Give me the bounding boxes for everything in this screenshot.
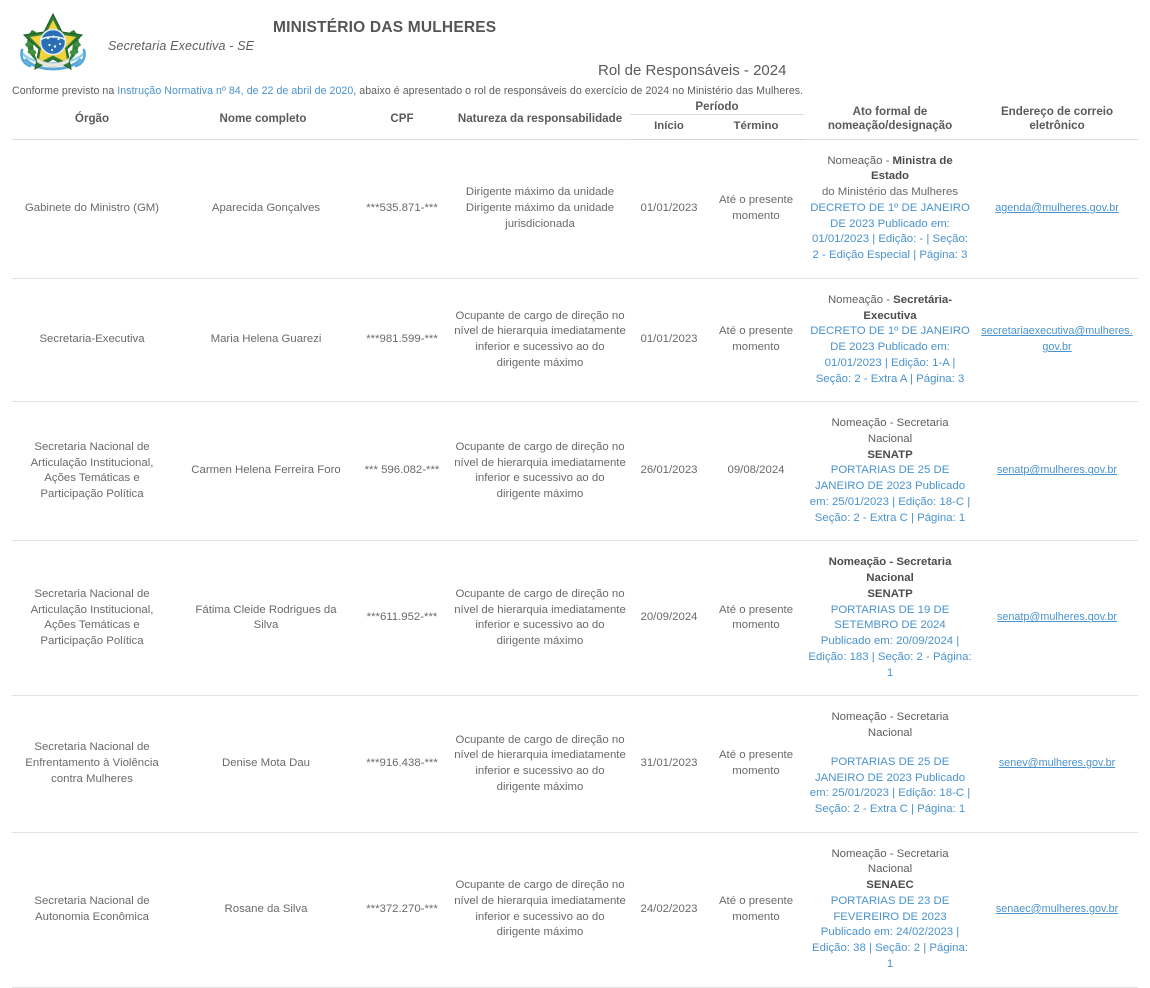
ato-publication-link[interactable]: PORTARIAS DE 25 DE JANEIRO DE 2023 Publicado em: 25/01/2023 | Edição: 18-C | Seção: 2 - Extra C | Página: 1 xyxy=(809,755,971,815)
cell-ato-formal xyxy=(804,832,976,987)
table-row xyxy=(12,832,1138,987)
cell-inicio: 24/02/2023 xyxy=(630,832,708,987)
cell-termino: Até o presente momento xyxy=(708,541,804,696)
ato-acronym: SENATP xyxy=(867,587,913,600)
intro-before: Conforme previsto na xyxy=(12,85,118,97)
cell-orgao: Secretaria Nacional de Articulação Institucional, Ações Temáticas e Participação Política xyxy=(12,402,172,541)
cell-termino: 09/08/2024 xyxy=(708,402,804,541)
cell-cpf: ***981.599-*** xyxy=(354,278,450,401)
ato-acronym: SENAEC xyxy=(866,879,914,892)
intro-after: , abaixo é apresentado o rol de responsáveis do exercício de 2024 no Ministério das Mulheres. xyxy=(353,85,804,97)
ato-heading: Nomeação - Secretaria Nacional xyxy=(831,847,949,876)
cell-email xyxy=(976,278,1138,401)
secretaria-subtitle: Secretaria Executiva - SE xyxy=(108,39,255,53)
table-row xyxy=(12,541,1138,696)
column-header-orgao: Órgão xyxy=(12,100,172,139)
column-header-ato: Ato formal de nomeação/designação xyxy=(804,100,976,139)
ato-heading xyxy=(829,556,952,584)
ato-heading: Nomeação - Secretaria Nacional xyxy=(831,711,949,740)
ato-publication-link[interactable]: PORTARIAS DE 23 DE FEVEREIRO DE 2023 Publicado em: 24/02/2023 | Edição: 38 | Seção: 2 | Página: 1 xyxy=(812,894,969,970)
column-header-natureza: Natureza da responsabilidade xyxy=(450,100,630,139)
cell-email xyxy=(976,696,1138,832)
table-row xyxy=(12,696,1138,832)
email-link[interactable]: agenda@mulheres.gov.br xyxy=(995,201,1119,214)
ato-role-name: Secretária-Executiva xyxy=(863,293,953,322)
cell-ato-formal xyxy=(804,402,976,541)
cell-inicio: 01/01/2023 xyxy=(630,139,708,278)
ato-spacer xyxy=(808,742,972,755)
ato-role-name: Nomeação - Secretaria Nacional xyxy=(828,556,952,585)
cell-cpf: ***372.270-*** xyxy=(354,832,450,987)
cell-orgao: Secretaria Nacional de Articulação Institucional, Ações Temáticas e Participação Política xyxy=(12,541,172,696)
cell-nome: Fátima Cleide Rodrigues da Silva xyxy=(172,541,354,696)
email-link[interactable]: secretariaexecutiva@mulheres.gov.br xyxy=(981,325,1133,354)
cell-nome: Rosane da Silva xyxy=(172,832,354,987)
ato-publication-link[interactable]: PORTARIAS DE 25 DE JANEIRO DE 2023 Publicado em: 25/01/2023 | Edição: 18-C | Seção: 2 - Extra C | Página: 1 xyxy=(809,464,971,524)
cell-email xyxy=(976,832,1138,987)
cell-nome: Denise Mota Dau xyxy=(172,696,354,832)
ato-publication-link[interactable]: DECRETO DE 1º DE JANEIRO DE 2023 Publicado em: 01/01/2023 | Edição: 1-A | Seção: 2 - Extra A | Página: 3 xyxy=(810,325,970,385)
cell-cpf: ***916.438-*** xyxy=(354,696,450,832)
email-link[interactable]: senatp@mulheres.gov.br xyxy=(997,611,1118,624)
cell-email xyxy=(976,402,1138,541)
intro-text xyxy=(12,85,803,97)
email-link[interactable]: senatp@mulheres.gov.br xyxy=(997,464,1118,477)
cell-termino: Até o presente momento xyxy=(708,832,804,987)
cell-natureza: Ocupante de cargo de direção no nível de hierarquia imediatamente inferior e sucessivo ao do dirigente máximo xyxy=(450,278,630,401)
ministry-title: MINISTÉRIO DAS MULHERES xyxy=(273,19,497,36)
ato-heading: Nomeação - Secretaria Nacional xyxy=(831,417,949,446)
ato-heading: Nomeação - Secretária-Executiva xyxy=(827,293,953,322)
ato-heading: Nomeação - Ministra de Estado xyxy=(827,154,953,183)
table-row xyxy=(12,139,1138,278)
table-row xyxy=(12,402,1138,541)
cell-orgao: Secretaria Nacional de Autonomia Econômica xyxy=(12,832,172,987)
table-row xyxy=(12,278,1138,401)
column-header-email: Endereço de correio eletrônico xyxy=(976,100,1138,139)
normative-instruction-link[interactable]: Instrução Normativa nº 84, de 22 de abril de 2020 xyxy=(117,85,354,97)
cell-cpf: *** 596.082-*** xyxy=(354,402,450,541)
cell-email xyxy=(976,541,1138,696)
column-header-inicio: Início xyxy=(630,115,708,139)
column-header-termino: Término xyxy=(708,115,804,139)
cell-email xyxy=(976,139,1138,278)
responsaveis-table xyxy=(12,100,1138,988)
page-title: Rol de Responsáveis - 2024 xyxy=(598,62,787,79)
cell-nome: Carmen Helena Ferreira Foro xyxy=(172,402,354,541)
email-link[interactable]: senev@mulheres.gov.br xyxy=(998,757,1116,770)
cell-natureza: Ocupante de cargo de direção no nível de hierarquia imediatamente inferior e sucessivo ao do dirigente máximo xyxy=(450,541,630,696)
column-header-cpf: CPF xyxy=(354,100,450,139)
cell-natureza: Ocupante de cargo de direção no nível de hierarquia imediatamente inferior e sucessivo ao do dirigente máximo xyxy=(450,402,630,541)
page-header xyxy=(0,0,1150,78)
cell-inicio: 31/01/2023 xyxy=(630,696,708,832)
ato-publication-link[interactable]: PORTARIAS DE 19 DE SETEMBRO DE 2024 Publicado em: 20/09/2024 | Edição: 183 | Seção: 2 - Página: 1 xyxy=(808,603,972,679)
cell-orgao: Secretaria-Executiva xyxy=(12,278,172,401)
cell-inicio: 26/01/2023 xyxy=(630,402,708,541)
brazil-coat-of-arms-icon xyxy=(18,10,88,78)
email-link[interactable]: senaec@mulheres.gov.br xyxy=(995,902,1119,915)
cell-termino: Até o presente momento xyxy=(708,696,804,832)
cell-ato-formal xyxy=(804,278,976,401)
ato-role-name: Ministra de Estado xyxy=(871,154,953,183)
cell-orgao: Gabinete do Ministro (GM) xyxy=(12,139,172,278)
cell-natureza: Ocupante de cargo de direção no nível de hierarquia imediatamente inferior e sucessivo ao do dirigente máximo xyxy=(450,696,630,832)
cell-inicio: 01/01/2023 xyxy=(630,278,708,401)
cell-cpf: ***535.871-*** xyxy=(354,139,450,278)
ato-subline: do Ministério das Mulheres xyxy=(821,186,959,199)
column-header-nome: Nome completo xyxy=(172,100,354,139)
ato-acronym: SENATP xyxy=(867,448,913,461)
table-head xyxy=(12,100,1138,139)
cell-termino: Até o presente momento xyxy=(708,139,804,278)
cell-natureza: Dirigente máximo da unidade Dirigente máximo da unidade jurisdicionada xyxy=(450,139,630,278)
cell-termino: Até o presente momento xyxy=(708,278,804,401)
cell-nome: Maria Helena Guarezi xyxy=(172,278,354,401)
cell-cpf: ***611.952-*** xyxy=(354,541,450,696)
cell-ato-formal xyxy=(804,696,976,832)
cell-natureza: Ocupante de cargo de direção no nível de hierarquia imediatamente inferior e sucessivo ao do dirigente máximo xyxy=(450,832,630,987)
cell-ato-formal xyxy=(804,139,976,278)
cell-inicio: 20/09/2024 xyxy=(630,541,708,696)
column-header-periodo: Período xyxy=(630,100,804,115)
cell-ato-formal xyxy=(804,541,976,696)
cell-orgao: Secretaria Nacional de Enfrentamento à Violência contra Mulheres xyxy=(12,696,172,832)
ato-publication-link[interactable]: DECRETO DE 1º DE JANEIRO DE 2023 Publicado em: 01/01/2023 | Edição: - | Seção: 2 - Edição Especial | Página: 3 xyxy=(810,201,970,262)
cell-nome: Aparecida Gonçalves xyxy=(172,139,354,278)
table-body xyxy=(12,139,1138,987)
